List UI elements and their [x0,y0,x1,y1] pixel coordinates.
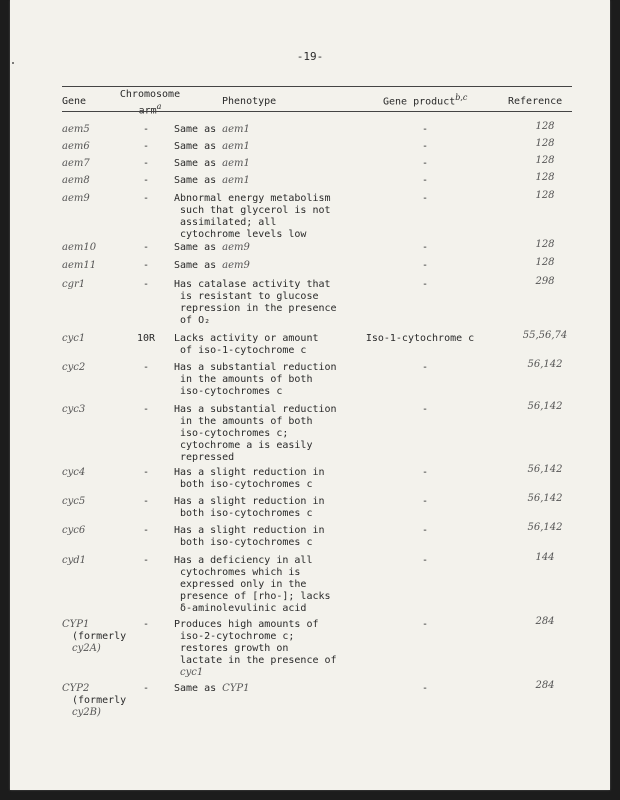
phenotype-cell [174,193,354,241]
header-product-label: Gene product [383,96,456,108]
chromosome-arm-cell: - [142,279,150,290]
reference-cell: 144 [535,552,555,563]
gene-name: cyc2 [62,362,86,373]
reference-cell: 56,142 [527,401,563,412]
reference-cell: 56,142 [527,522,563,533]
gene-cell [62,555,137,567]
header-chromosome-arm [110,89,190,117]
phenotype-cell [174,404,354,464]
gene-product-cell: - [421,496,429,507]
chromosome-arm-cell: - [142,404,150,415]
gene-product-cell: - [421,467,429,478]
gene-name: cyc4 [62,467,86,478]
phenotype-text: Has catalase activity that is resistant to glucose repression in the presence of O₂ [174,279,337,326]
gene-name: cyd1 [62,555,87,566]
reference-cell: 56,142 [527,359,563,370]
phenotype-text: Has a slight reduction in both iso-cytochromes c [174,467,325,490]
chromosome-arm-cell: - [142,362,150,373]
phenotype-prefix: Same as [174,141,223,152]
gene-cell [62,242,137,254]
chromosome-arm-cell: - [142,619,150,630]
phenotype-text: Has a slight reduction in both iso-cytochromes c [174,525,325,548]
phenotype-cell [174,683,354,695]
phenotype-cell [174,333,354,357]
gene-name: cyc5 [62,496,86,507]
gene-cell [62,193,137,205]
phenotype-text: Has a substantial reduction in the amounts of both iso-cytochromes c [174,362,337,397]
gene-product-cell: - [421,525,429,536]
header-top-rule [62,86,572,87]
gene-cell [62,260,137,272]
phenotype-italic: aem9 [222,260,250,271]
reference-cell: 128 [535,172,555,183]
reference-cell: 128 [535,155,555,166]
chromosome-arm-cell: - [142,525,150,536]
phenotype-cell [174,175,354,187]
document-page [10,0,610,790]
gene-note-alias [62,643,137,655]
header-arm-line2: arm [138,105,157,117]
gene-product-cell: - [421,158,429,169]
gene-cell [62,124,137,136]
phenotype-cell [174,158,354,170]
gene-cell [62,362,137,374]
phenotype-italic: aem1 [222,124,250,135]
reference-cell: 284 [535,680,555,691]
gene-cell [62,175,137,187]
gene-note-formerly: (formerly [72,631,127,642]
reference-cell: 55,56,74 [522,330,568,341]
gene-note-formerly: (formerly [72,695,127,706]
reference-cell: 128 [535,121,555,132]
gene-product-cell: Iso-1-cytochrome c [365,333,475,344]
chromosome-arm-cell: - [142,193,150,204]
phenotype-italic: aem1 [222,141,250,152]
header-product-sup: b,c [455,93,468,102]
gene-product-cell: - [421,619,429,630]
phenotype-italic: CYP1 [222,683,250,694]
gene-product-cell: - [421,193,429,204]
gene-cell [62,496,137,508]
gene-cell [62,619,137,655]
gene-cell [62,683,137,719]
gene-cell [62,525,137,537]
reference-cell: 56,142 [527,493,563,504]
phenotype-cell [174,124,354,136]
gene-product-cell: - [421,141,429,152]
gene-product-cell: - [421,242,429,253]
gene-cell [62,158,137,170]
gene-name: CYP2 [62,683,90,694]
phenotype-prefix: Same as [174,683,223,694]
chromosome-arm-cell: - [142,260,150,271]
gene-cell [62,279,137,291]
gene-product-cell: - [421,175,429,186]
chromosome-arm-cell: - [142,124,150,135]
phenotype-cell [174,141,354,153]
gene-alias: cy2B) [72,707,101,718]
gene-product-cell: - [421,683,429,694]
gene-product-cell: - [421,279,429,290]
gene-cell [62,333,137,345]
gene-product-cell: - [421,362,429,373]
reference-cell: 128 [535,239,555,250]
chromosome-arm-cell: - [142,555,150,566]
gene-name: aem9 [62,193,90,204]
phenotype-text: Produces high amounts of iso-2-cytochrome c; restores growth on lactate in the presence of [174,619,337,666]
phenotype-cell [174,555,354,615]
chromosome-arm-cell: - [142,242,150,253]
phenotype-prefix: Same as [174,175,223,186]
gene-product-cell: - [421,555,429,566]
reference-cell: 128 [535,257,555,268]
phenotype-cell [174,467,354,491]
gene-note-alias [62,707,137,719]
phenotype-cell [174,260,354,272]
gene-name: aem8 [62,175,90,186]
phenotype-prefix: Same as [174,158,223,169]
phenotype-prefix: Same as [174,242,223,253]
chromosome-arm-cell: - [142,683,150,694]
gene-product-cell: - [421,404,429,415]
phenotype-prefix: Same as [174,124,223,135]
phenotype-cell [174,242,354,254]
reference-cell: 298 [535,276,555,287]
gene-name: cyc6 [62,525,86,536]
phenotype-italic: cyc1 [180,667,204,678]
chromosome-arm-cell: - [142,175,150,186]
chromosome-arm-cell: 10R [136,333,156,344]
header-gene-product [383,92,467,108]
phenotype-text: Lacks activity or amount of iso-1-cytochrome c [174,333,319,356]
header-phenotype: Phenotype [222,96,277,107]
header-bottom-rule [62,111,572,112]
page-number: -19- [296,50,324,63]
phenotype-italic: aem1 [222,158,250,169]
header-reference: Reference [508,96,563,107]
phenotype-prefix: Same as [174,260,223,271]
phenotype-cell [174,525,354,549]
phenotype-cell [174,496,354,520]
gene-cell [62,141,137,153]
phenotype-italic: aem1 [222,175,250,186]
reference-cell: 128 [535,190,555,201]
gene-name: cyc1 [62,333,86,344]
phenotype-italic: aem9 [222,242,250,253]
gene-name: aem7 [62,158,90,169]
gene-name: CYP1 [62,619,90,630]
gene-name: cgr1 [62,279,86,290]
phenotype-text: Has a substantial reduction in the amounts of both iso-cytochromes c; cytochrome a is easily repressed [174,404,337,463]
reference-cell: 128 [535,138,555,149]
chromosome-arm-cell: - [142,496,150,507]
reference-cell: 56,142 [527,464,563,475]
phenotype-text: Has a deficiency in all cytochromes which is expressed only in the presence of [rho-]; lacks δ-aminolevulinic acid [174,555,331,614]
gene-name: aem5 [62,124,90,135]
gene-name: aem11 [62,260,97,271]
phenotype-text: Has a slight reduction in both iso-cytochromes c [174,496,325,519]
chromosome-arm-cell: - [142,141,150,152]
phenotype-cell [174,619,354,679]
gene-name: cyc3 [62,404,86,415]
header-arm-line1: Chromosome [119,89,181,100]
header-arm-sup: a [156,102,162,111]
phenotype-cell [174,362,354,398]
chromosome-arm-cell: - [142,467,150,478]
gene-cell [62,467,137,479]
header-arm-line2-wrap [110,101,190,117]
gene-product-cell: - [421,260,429,271]
gene-name: aem6 [62,141,90,152]
gene-cell [62,404,137,416]
gene-name: aem10 [62,242,97,253]
reference-cell: 284 [535,616,555,627]
phenotype-text: Abnormal energy metabolism such that glycerol is not assimilated; all cytochrome levels low [174,193,331,240]
gene-product-cell: - [421,124,429,135]
header-gene: Gene [62,96,87,107]
chromosome-arm-cell: - [142,158,150,169]
phenotype-cell [174,279,354,327]
gene-alias: cy2A) [72,643,101,654]
